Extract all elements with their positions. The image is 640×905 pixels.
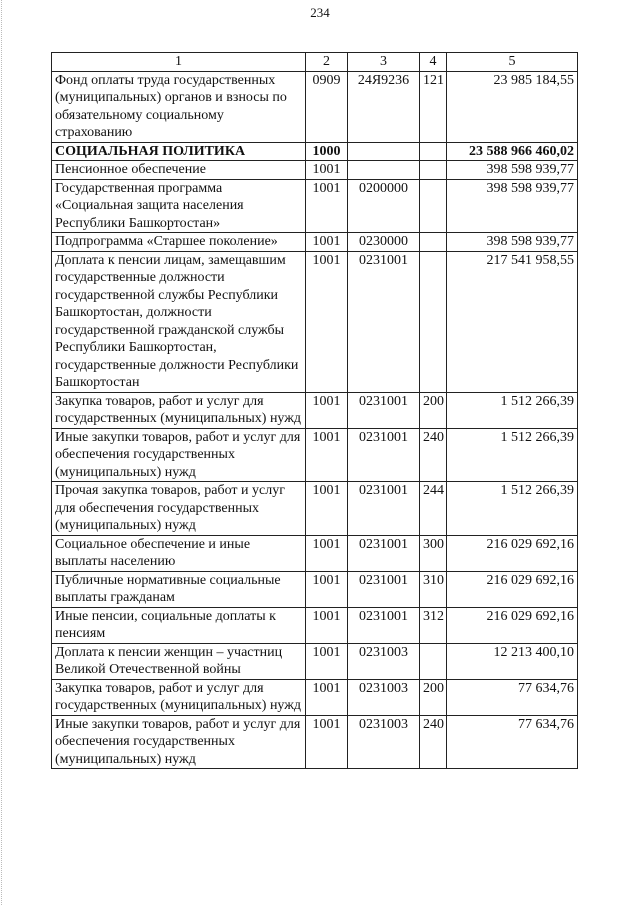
table-row bbox=[52, 161, 578, 180]
row-name-cell: Публичные нормативные социальные выплаты гражданам bbox=[52, 571, 306, 607]
row-amount-cell: 23 588 966 460,02 bbox=[447, 142, 578, 161]
row-target-cell: 0231001 bbox=[348, 607, 420, 643]
row-amount-cell: 23 985 184,55 bbox=[447, 71, 578, 142]
row-amount-cell: 77 634,76 bbox=[447, 679, 578, 715]
row-expense-type-cell bbox=[420, 179, 447, 233]
row-amount-cell: 12 213 400,10 bbox=[447, 643, 578, 679]
row-amount-cell: 216 029 692,16 bbox=[447, 571, 578, 607]
row-amount-cell: 398 598 939,77 bbox=[447, 233, 578, 252]
table-row bbox=[52, 233, 578, 252]
table-row bbox=[52, 179, 578, 233]
row-target-cell: 0231001 bbox=[348, 482, 420, 536]
row-expense-type-cell: 200 bbox=[420, 679, 447, 715]
row-amount-cell: 1 512 266,39 bbox=[447, 392, 578, 428]
row-section-cell: 0909 bbox=[306, 71, 348, 142]
page-number: 234 bbox=[310, 5, 330, 20]
row-amount-cell: 398 598 939,77 bbox=[447, 179, 578, 233]
row-target-cell: 0231003 bbox=[348, 715, 420, 769]
row-target-cell: 24Я9236 bbox=[348, 71, 420, 142]
table-row bbox=[52, 71, 578, 142]
row-expense-type-cell: 240 bbox=[420, 715, 447, 769]
row-name-cell: Прочая закупка товаров, работ и услуг для обеспечения государственных (муниципальных) нужд bbox=[52, 482, 306, 536]
row-section-cell: 1001 bbox=[306, 428, 348, 482]
row-amount-cell: 216 029 692,16 bbox=[447, 535, 578, 571]
row-target-cell bbox=[348, 142, 420, 161]
row-name-cell: Иные пенсии, социальные доплаты к пенсиям bbox=[52, 607, 306, 643]
table-row bbox=[52, 392, 578, 428]
row-expense-type-cell: 200 bbox=[420, 392, 447, 428]
row-section-cell: 1001 bbox=[306, 233, 348, 252]
scan-edge-line bbox=[1, 0, 3, 905]
header-row bbox=[52, 53, 578, 72]
row-name-cell: СОЦИАЛЬНАЯ ПОЛИТИКА bbox=[52, 142, 306, 161]
row-expense-type-cell bbox=[420, 643, 447, 679]
row-name-cell: Пенсионное обеспечение bbox=[52, 161, 306, 180]
row-section-cell: 1001 bbox=[306, 179, 348, 233]
row-target-cell: 0231001 bbox=[348, 535, 420, 571]
row-expense-type-cell: 121 bbox=[420, 71, 447, 142]
header-cell: 5 bbox=[447, 53, 578, 72]
row-section-cell: 1001 bbox=[306, 535, 348, 571]
row-target-cell: 0230000 bbox=[348, 233, 420, 252]
row-expense-type-cell: 240 bbox=[420, 428, 447, 482]
row-amount-cell: 216 029 692,16 bbox=[447, 607, 578, 643]
row-section-cell: 1001 bbox=[306, 392, 348, 428]
row-expense-type-cell: 310 bbox=[420, 571, 447, 607]
row-amount-cell: 77 634,76 bbox=[447, 715, 578, 769]
row-expense-type-cell bbox=[420, 161, 447, 180]
row-section-cell: 1001 bbox=[306, 482, 348, 536]
row-expense-type-cell: 312 bbox=[420, 607, 447, 643]
row-section-cell: 1000 bbox=[306, 142, 348, 161]
row-target-cell: 0231001 bbox=[348, 571, 420, 607]
row-amount-cell: 398 598 939,77 bbox=[447, 161, 578, 180]
table-row bbox=[52, 535, 578, 571]
row-expense-type-cell bbox=[420, 142, 447, 161]
row-target-cell: 0231001 bbox=[348, 428, 420, 482]
table-row bbox=[52, 715, 578, 769]
row-name-cell: Закупка товаров, работ и услуг для государственных (муниципальных) нужд bbox=[52, 392, 306, 428]
row-name-cell: Иные закупки товаров, работ и услуг для обеспечения государственных (муниципальных) нужд bbox=[52, 715, 306, 769]
row-name-cell: Фонд оплаты труда государственных (муниципальных) органов и взносы по обязательному социальному страхованию bbox=[52, 71, 306, 142]
row-section-cell: 1001 bbox=[306, 679, 348, 715]
row-expense-type-cell: 300 bbox=[420, 535, 447, 571]
row-amount-cell: 1 512 266,39 bbox=[447, 428, 578, 482]
header-cell: 2 bbox=[306, 53, 348, 72]
budget-table bbox=[51, 52, 578, 769]
row-name-cell: Иные закупки товаров, работ и услуг для обеспечения государственных (муниципальных) нужд bbox=[52, 428, 306, 482]
row-section-cell: 1001 bbox=[306, 643, 348, 679]
header-cell: 1 bbox=[52, 53, 306, 72]
row-target-cell bbox=[348, 161, 420, 180]
row-target-cell: 0200000 bbox=[348, 179, 420, 233]
row-name-cell: Доплата к пенсии женщин – участниц Великой Отечественной войны bbox=[52, 643, 306, 679]
row-target-cell: 0231001 bbox=[348, 251, 420, 392]
row-section-cell: 1001 bbox=[306, 161, 348, 180]
table-row bbox=[52, 142, 578, 161]
table-row bbox=[52, 679, 578, 715]
table-row bbox=[52, 607, 578, 643]
table-row bbox=[52, 571, 578, 607]
table-row bbox=[52, 251, 578, 392]
row-expense-type-cell: 244 bbox=[420, 482, 447, 536]
row-name-cell: Подпрограмма «Старшее поколение» bbox=[52, 233, 306, 252]
row-name-cell: Государственная программа «Социальная защита населения Республики Башкортостан» bbox=[52, 179, 306, 233]
row-name-cell: Закупка товаров, работ и услуг для государственных (муниципальных) нужд bbox=[52, 679, 306, 715]
header-cell: 3 bbox=[348, 53, 420, 72]
row-section-cell: 1001 bbox=[306, 251, 348, 392]
row-section-cell: 1001 bbox=[306, 571, 348, 607]
row-expense-type-cell bbox=[420, 251, 447, 392]
header-cell: 4 bbox=[420, 53, 447, 72]
row-section-cell: 1001 bbox=[306, 607, 348, 643]
row-name-cell: Доплата к пенсии лицам, замещавшим государственные должности государственной службы Республики Башкортостан, должности государственной гражданской службы Республики Башкортостан, государственные должности Республики Башкортостан bbox=[52, 251, 306, 392]
row-target-cell: 0231001 bbox=[348, 392, 420, 428]
row-amount-cell: 1 512 266,39 bbox=[447, 482, 578, 536]
table-row bbox=[52, 428, 578, 482]
row-expense-type-cell bbox=[420, 233, 447, 252]
row-target-cell: 0231003 bbox=[348, 679, 420, 715]
row-amount-cell: 217 541 958,55 bbox=[447, 251, 578, 392]
row-target-cell: 0231003 bbox=[348, 643, 420, 679]
table-row bbox=[52, 643, 578, 679]
table-row bbox=[52, 482, 578, 536]
row-section-cell: 1001 bbox=[306, 715, 348, 769]
row-name-cell: Социальное обеспечение и иные выплаты населению bbox=[52, 535, 306, 571]
